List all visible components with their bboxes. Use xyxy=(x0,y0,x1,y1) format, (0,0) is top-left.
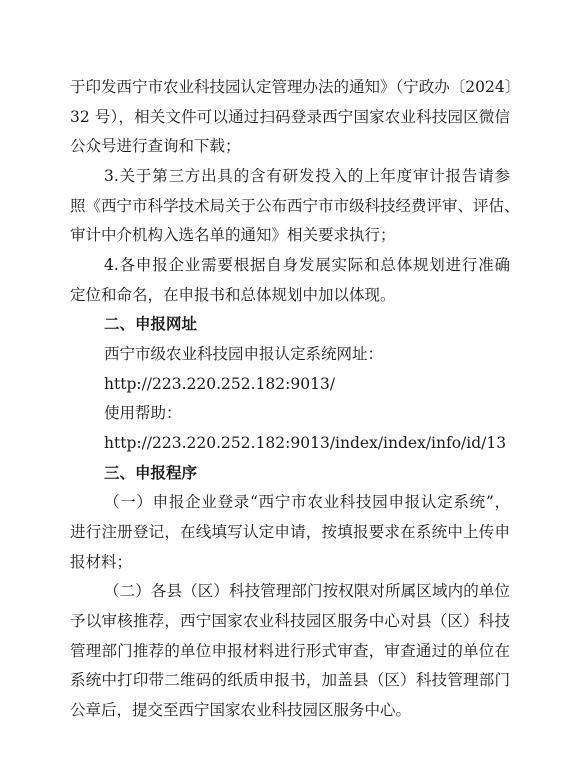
paragraph-line: 使用帮助： xyxy=(104,404,182,422)
paragraph-line: 报材料； xyxy=(70,553,133,571)
url-text: http://223.220.252.182:9013/index/index/info/id/13 xyxy=(104,434,507,452)
paragraph-line: 公众号进行查询和下载； xyxy=(70,137,241,155)
paragraph-line: 进行注册登记，在线填写认定申请，按填报要求在系统中上传申 xyxy=(70,523,510,541)
paragraph-line: 予以审核推荐，西宁国家农业科技园区服务中心对县（区）科技 xyxy=(70,612,510,630)
paragraph-line: 审计中介机构入选名单的通知》相关要求执行； xyxy=(70,226,396,244)
paragraph-line: （二）各县（区）科技管理部门按权限对所属区域内的单位 xyxy=(104,582,510,600)
paragraph-line: 32 号），相关文件可以通过扫码登录西宁国家农业科技园区微信 xyxy=(70,108,510,126)
paragraph-line: 公章后，提交至西宁国家农业科技园区服务中心。 xyxy=(70,701,412,719)
paragraph-line: 照《西宁市科学技术局关于公布西宁市市级科技经费评审、评估、 xyxy=(70,197,520,215)
paragraph-line: 西宁市级农业科技园申报认定系统网址： xyxy=(104,345,384,363)
section-heading: 三、申报程序 xyxy=(104,463,198,482)
paragraph-line: 系统中打印带二维码的纸质申报书，加盖县（区）科技管理部门 xyxy=(70,671,510,689)
paragraph-line: 于印发西宁市农业科技园认定管理办法的通知》（宁政办〔2024〕 xyxy=(70,78,521,96)
paragraph-line: 管理部门推荐的单位申报材料进行形式审查，审查通过的单位在 xyxy=(70,642,510,660)
paragraph-line: 3.关于第三方出具的含有研发投入的上年度审计报告请参 xyxy=(104,167,510,185)
section-heading: 二、申报网址 xyxy=(104,314,198,333)
paragraph-line: 4.各申报企业需要根据自身发展实际和总体规划进行准确 xyxy=(104,256,510,274)
paragraph-line: （一）申报企业登录“西宁市农业科技园申报认定系统”， xyxy=(104,493,510,511)
url-text: http://223.220.252.182:9013/ xyxy=(104,375,336,393)
paragraph-line: 定位和命名，在申报书和总体规划中加以体现。 xyxy=(70,286,396,304)
